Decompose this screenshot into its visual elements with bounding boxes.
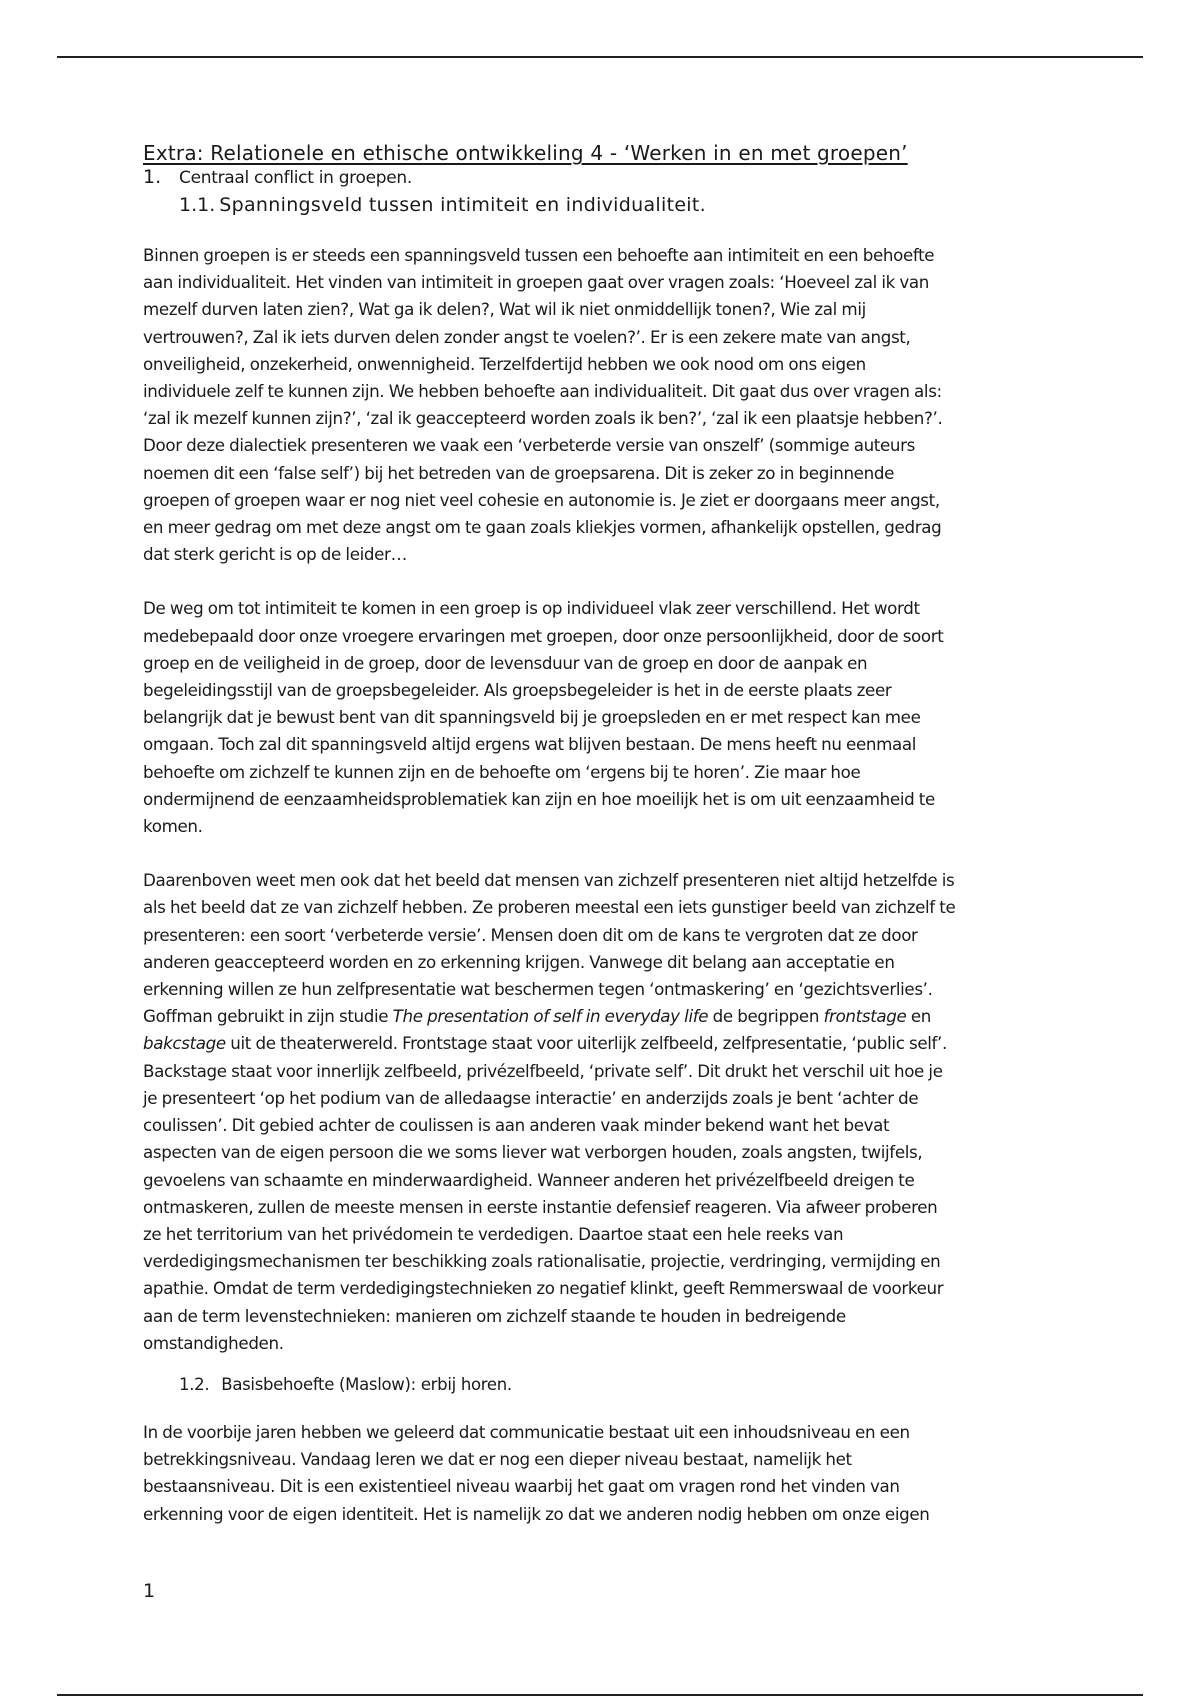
paragraph-4 — [143, 1419, 1063, 1528]
paragraph-line: noemen dit een ‘false self’) bij het betreden van de groepsarena. Dit is zeker zo in beginnende — [143, 462, 894, 483]
paragraph-line: je presenteert ‘op het podium van de alledaagse interactie’ en anderzijds zoals je bent ‘achter de — [143, 1087, 919, 1108]
term-backstage: bakcstage — [143, 1033, 226, 1054]
paragraph-line: individuele zelf te kunnen zijn. We hebben behoefte aan individualiteit. Dit gaat dus over vragen als: — [143, 381, 942, 402]
section-1-title: Centraal conflict in groepen. — [179, 168, 412, 188]
paragraph-line: aspecten van de eigen persoon die we soms liever wat verborgen houden, zoals angsten, twijfels, — [143, 1142, 923, 1163]
paragraph-line: erkenning voor de eigen identiteit. Het is namelijk zo dat we anderen nodig hebben om onze eigen — [143, 1503, 930, 1524]
paragraph-line: verdedigingsmechanismen ter beschikking zoals rationalisatie, projectie, verdringing, vermijding en — [143, 1251, 941, 1272]
paragraph-line: komen. — [143, 816, 203, 837]
text-run: de begrippen — [708, 1006, 824, 1027]
text-run: uit de theaterwereld. Frontstage staat voor uiterlijk zelfbeeld, zelfpresentatie, ‘public self’. — [225, 1033, 947, 1054]
paragraph-line: De weg om tot intimiteit te komen in een groep is op individueel vlak zeer verschillend. Het wordt — [143, 598, 920, 619]
page-number: 1 — [143, 1580, 156, 1602]
paragraph-line: Door deze dialectiek presenteren we vaak een ‘verbeterde versie van onszelf’ (sommige auteurs — [143, 435, 915, 456]
paragraph-line: Binnen groepen is er steeds een spanningsveld tussen een behoefte aan intimiteit en een behoefte — [143, 245, 935, 265]
paragraph-spacer — [143, 840, 1063, 867]
paragraph-line: omgaan. Toch zal dit spanningsveld altijd ergens wat blijven bestaan. De mens heeft nu eenmaal — [143, 734, 917, 755]
term-frontstage: frontstage — [823, 1006, 907, 1027]
subsection-1-2-title: Basisbehoefte (Maslow): erbij horen. — [221, 1374, 512, 1394]
paragraph-line: betrekkingsniveau. Vandaag leren we dat er nog een dieper niveau bestaat, namelijk het — [143, 1449, 852, 1470]
section-1-heading — [143, 166, 1063, 190]
paragraph-line: groepen of groepen waar er nog niet veel cohesie en autonomie is. Je ziet er doorgaans meer angst, — [143, 489, 940, 510]
footer-rule — [57, 1694, 1143, 1696]
paragraph-line: ondermijnend de eenzaamheidsproblematiek kan zijn en hoe moeilijk het is om uit eenzaamheid te — [143, 788, 935, 809]
text-run: Goffman gebruikt in zijn studie — [143, 1006, 393, 1027]
paragraph-line: presenteren: een soort ‘verbeterde versie’. Mensen doen dit om de kans te vergroten dat ze door — [143, 924, 918, 945]
book-title: The presentation of self in everyday life — [392, 1006, 709, 1027]
paragraph-line: aan individualiteit. Het vinden van intimiteit in groepen gaat over vragen zoals: ‘Hoeveel zal ik van — [143, 272, 930, 293]
paragraph-line: gevoelens van schaamte en minderwaardigheid. Wanneer anderen het privézelfbeeld dreigen te — [143, 1169, 915, 1190]
paragraph-3 — [143, 867, 1063, 1357]
paragraph-spacer — [143, 1401, 1063, 1419]
paragraph-spacer — [143, 568, 1063, 595]
paragraph-line: belangrijk dat je bewust bent van dit spanningsveld bij je groepsleden en er met respect kan mee — [143, 707, 921, 728]
page-content — [143, 140, 1063, 1528]
paragraph-line: apathie. Omdat de term verdedigingstechnieken zo negatief klinkt, geeft Remmerswaal de voorkeur — [143, 1278, 944, 1299]
paragraph-line: bestaansniveau. Dit is een existentieel niveau waarbij het gaat om vragen rond het vinden van — [143, 1476, 900, 1497]
paragraph-line: ontmaskeren, zullen de meeste mensen in eerste instantie defensief reageren. Via afweer proberen — [143, 1196, 938, 1217]
paragraph-line: ‘zal ik mezelf kunnen zijn?’, ‘zal ik geaccepteerd worden zoals ik ben?’, ‘zal ik een plaatsje hebben?’. — [143, 408, 943, 429]
paragraph-line: aan de term levenstechnieken: manieren om zichzelf staande te houden in bedreigende — [143, 1305, 846, 1326]
paragraph-line: omstandigheden. — [143, 1332, 284, 1353]
section-1-number: 1. — [143, 166, 162, 188]
paragraph-2 — [143, 595, 1063, 840]
paragraph-line — [143, 1030, 1063, 1057]
subsection-1-2-number: 1.2. — [179, 1374, 210, 1394]
paragraph-line: behoefte om zichzelf te kunnen zijn en de behoefte om ‘ergens bij te horen’. Zie maar hoe — [143, 761, 861, 782]
paragraph-line: ze het territorium van het privédomein te verdedigen. Daartoe staat een hele reeks van — [143, 1223, 844, 1244]
paragraph-line: mezelf durven laten zien?, Wat ga ik delen?, Wat wil ik niet onmiddellijk tonen?, Wie zal mij — [143, 299, 866, 320]
paragraph-line — [143, 1003, 1063, 1030]
paragraph-spacer — [143, 1357, 1063, 1375]
paragraph-line: In de voorbije jaren hebben we geleerd dat communicatie bestaat uit een inhoudsniveau en een — [143, 1421, 910, 1442]
subsection-1-1-number: 1.1. — [179, 194, 216, 216]
paragraph-line: Daarenboven weet men ook dat het beeld dat mensen van zichzelf presenteren niet altijd hetzelfde is — [143, 870, 955, 891]
paragraph-line: Backstage staat voor innerlijk zelfbeeld, privézelfbeeld, ‘private self’. Dit drukt het verschil uit hoe je — [143, 1060, 943, 1081]
paragraph-line: onveiligheid, onzekerheid, onwennigheid. Terzelfdertijd hebben we ook nood om ons eigen — [143, 353, 866, 374]
header-rule — [57, 56, 1143, 58]
paragraph-line: medebepaald door onze vroegere ervaringen met groepen, door onze persoonlijkheid, door de soort — [143, 625, 944, 646]
paragraph-line: vertrouwen?, Zal ik iets durven delen zonder angst te voelen?’. Er is een zekere mate van angst, — [143, 326, 911, 347]
paragraph-line: en meer gedrag om met deze angst om te gaan zoals kliekjes vormen, afhankelijk opstellen, gedrag — [143, 517, 942, 538]
text-run: en — [906, 1006, 932, 1027]
document-title: Extra: Relationele en ethische ontwikkeling 4 - ‘Werken in en met groepen’ — [143, 141, 908, 165]
paragraph-line: dat sterk gericht is op de leider… — [143, 544, 407, 565]
subsection-1-1-heading — [143, 194, 1063, 222]
paragraph-line: erkenning willen ze hun zelfpresentatie wat beschermen tegen ‘ontmaskering’ en ‘gezichtsverlies’. — [143, 979, 933, 1000]
paragraph-line: begeleidingsstijl van de groepsbegeleider. Als groepsbegeleider is het in de eerste plaats zeer — [143, 680, 892, 701]
subsection-1-1-title: Spanningsveld tussen intimiteit en individualiteit. — [219, 194, 706, 216]
paragraph-line: coulissen’. Dit gebied achter de coulissen is aan anderen vaak minder bekend want het bevat — [143, 1115, 890, 1136]
paragraph-line: als het beeld dat ze van zichzelf hebben. Ze proberen meestal een iets gunstiger beeld van zichzelf te — [143, 897, 956, 918]
paragraph-line: anderen geaccepteerd worden en zo erkenning krijgen. Vanwege dit belang aan acceptatie en — [143, 951, 895, 972]
paragraph-line: groep en de veiligheid in de groep, door de levensduur van de groep en door de aanpak en — [143, 652, 868, 673]
paragraph-1 — [143, 242, 1063, 568]
subsection-1-2-heading — [143, 1375, 1063, 1401]
